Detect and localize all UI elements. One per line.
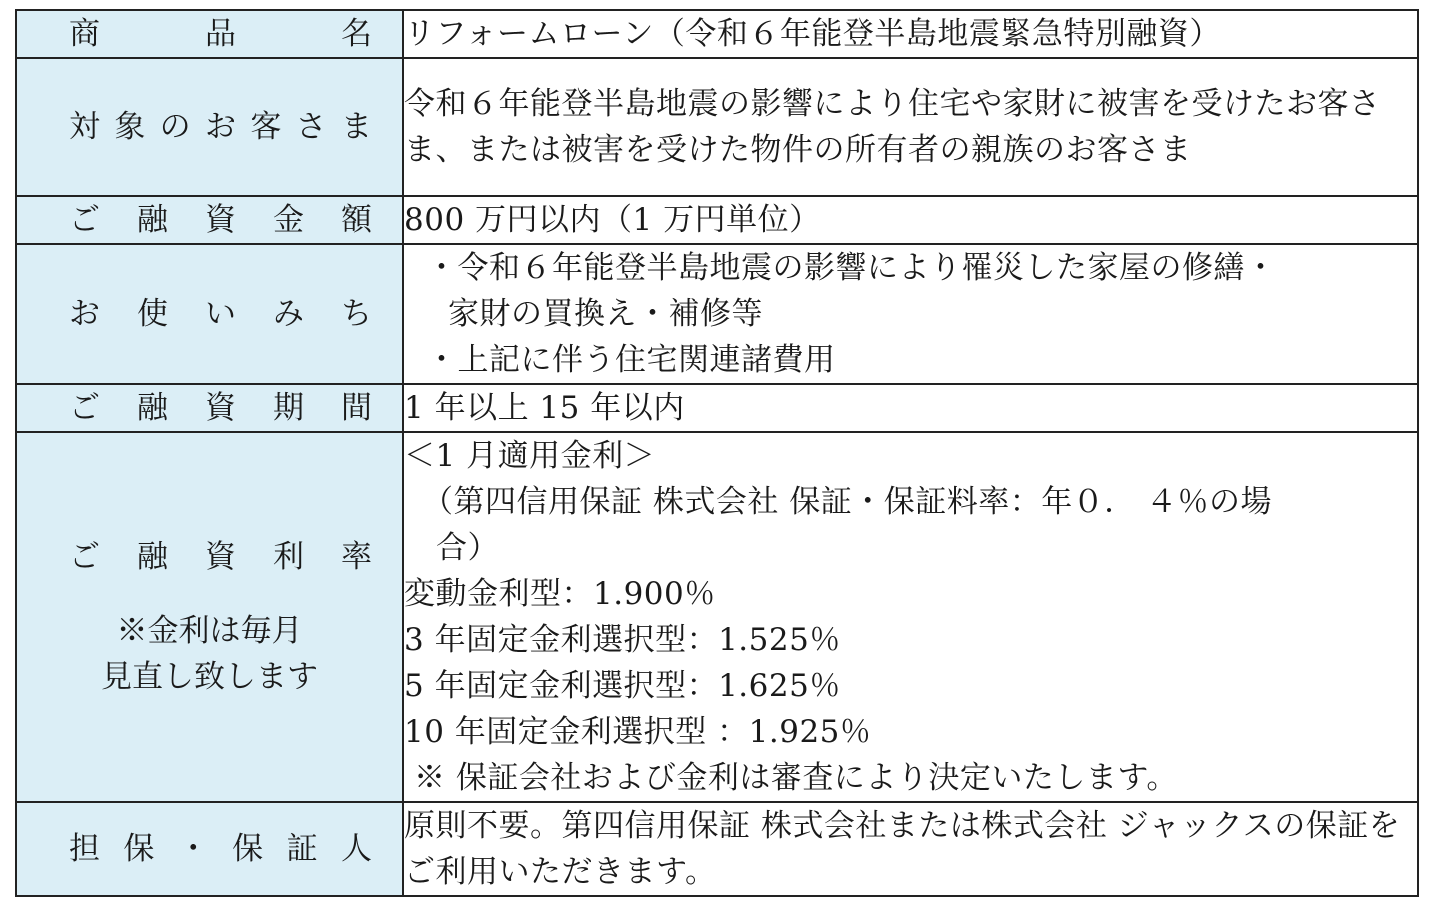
value-collateral-guarantor: 原則不要。第四信用保証 株式会社または株式会社 ジャックスの保証をご利用いただきます。 [403, 802, 1418, 896]
table-row-loan-amount [16, 196, 1418, 244]
rate-review-note-line1: ※金利は毎月 [116, 613, 303, 649]
value-interest-rate [403, 432, 1418, 802]
value-target-customers: 令和６年能登半島地震の影響により住宅や家財に被害を受けたお客さま、または被害を受けた物件の所有者の親族のお客さま [403, 58, 1418, 196]
value-loan-period: 1 年以上 15 年以内 [403, 384, 1418, 432]
rate-heading: ＜1 月適用金利＞ [404, 438, 656, 474]
rate-item-fixed-3y: 3 年固定金利選択型：1.525％ [404, 622, 841, 658]
rate-review-note-line2: 見直し致します [101, 659, 318, 695]
table-row-product-name [16, 10, 1418, 58]
label-interest-rate: ご 融 資 利 率 ※金利は毎月 見直し致します [16, 432, 403, 802]
value-loan-amount: 800 万円以内（1 万円単位） [403, 196, 1418, 244]
value-usage [403, 244, 1418, 384]
usage-bullet-1-continued: 家財の買換え・補修等 [448, 296, 763, 332]
table-row-interest-rate [16, 432, 1418, 802]
label-loan-period: ご 融 資 期 間 [16, 384, 403, 432]
usage-bullet-2: ・上記に伴う住宅関連諸費用 [426, 342, 836, 378]
rate-screening-note: ※ 保証会社および金利は審査により決定いたします。 [414, 760, 1178, 796]
rate-item-variable: 変動金利型：1.900％ [404, 576, 716, 612]
table-row-collateral-guarantor [16, 802, 1418, 896]
rate-condition-line1: （第四信用保証 株式会社 保証・保証料率：年０． ４％の場 [422, 484, 1273, 520]
table-row-usage [16, 244, 1418, 384]
rate-item-fixed-10y: 10 年固定金利選択型 ：1.925％ [404, 714, 872, 750]
label-loan-amount: ご 融 資 金 額 [16, 196, 403, 244]
value-product-name: リフォームローン（令和６年能登半島地震緊急特別融資） [403, 10, 1418, 58]
label-usage: お 使 い み ち [16, 244, 403, 384]
label-collateral-guarantor: 担 保 ・ 保 証 人 [16, 802, 403, 896]
table-row-loan-period [16, 384, 1418, 432]
usage-bullet-1: ・令和６年能登半島地震の影響により罹災した家屋の修繕・ [426, 250, 1277, 286]
label-product-name: 商 品 名 [16, 10, 403, 58]
loan-product-table [15, 9, 1419, 897]
rate-condition-line2: 合） [436, 530, 499, 566]
table-row-target-customers [16, 58, 1418, 196]
rate-item-fixed-5y: 5 年固定金利選択型：1.625％ [404, 668, 841, 704]
label-target-customers: 対 象 の お 客 さ ま [16, 58, 403, 196]
